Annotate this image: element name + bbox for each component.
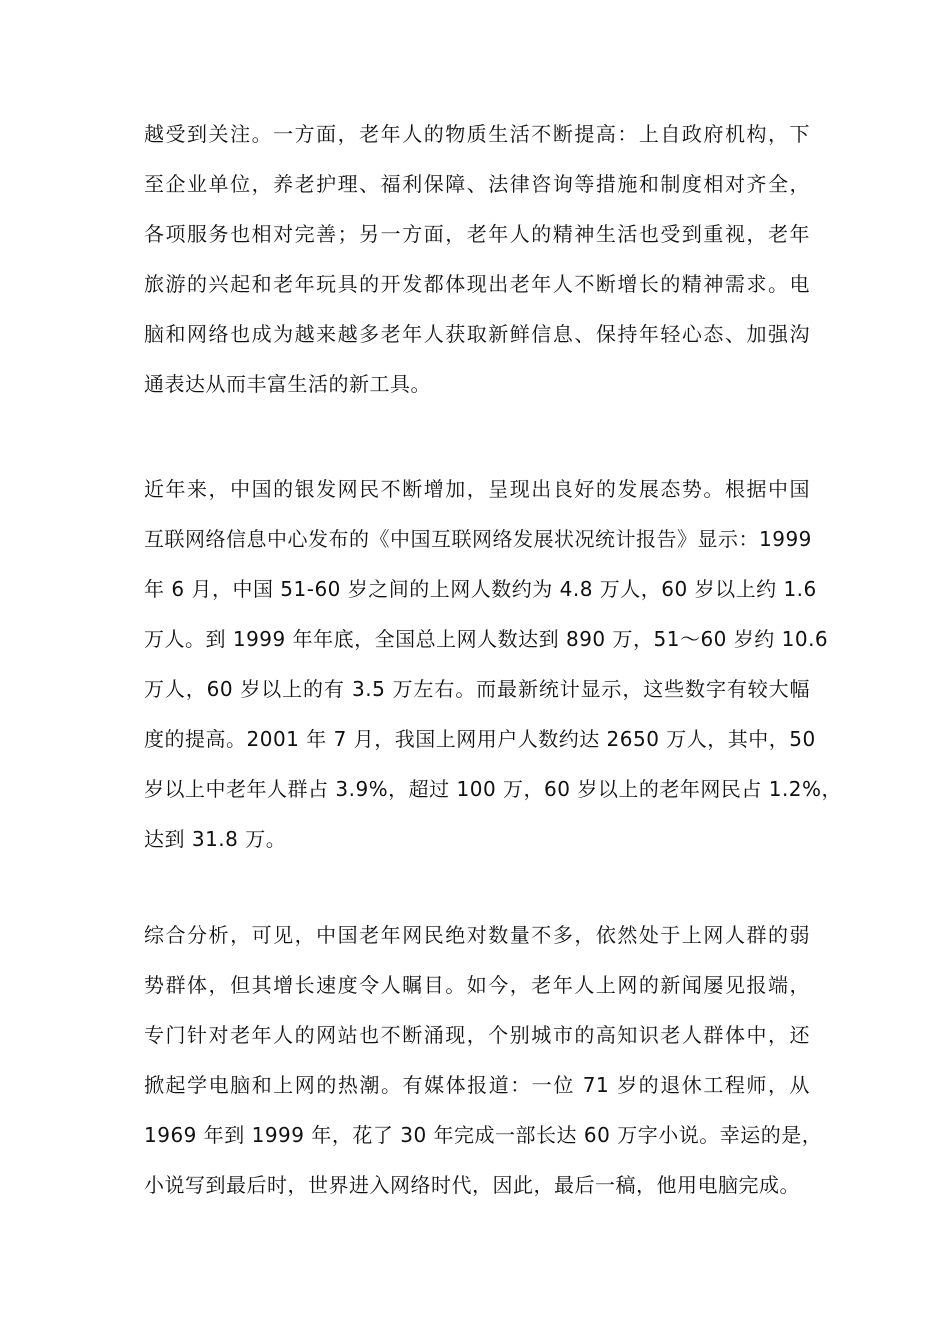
text-line: 1969 年到 1999 年，花了 30 年完成一部长达 60 万字小说。幸运的是， — [144, 1123, 823, 1147]
text-line: 越受到关注。一方面，老年人的物质生活不断提高：上自政府机构，下 — [144, 122, 810, 146]
text-line: 小说写到最后时，世界进入网络时代，因此，最后一稿，他用电脑完成。 — [144, 1173, 800, 1197]
text-line: 年 6 月，中国 51-60 岁之间的上网人数约为 4.8 万人，60 岁以上约 1.6 — [144, 577, 817, 601]
text-line: 互联网络信息中心发布的《中国互联网络发展状况统计报告》显示：1999 — [144, 527, 812, 551]
text-line: 势群体，但其增长速度令人瞩目。如今，老年人上网的新闻屡见报端， — [144, 973, 810, 997]
text-line: 万人，60 岁以上的有 3.5 万左右。而最新统计显示，这些数字有较大幅 — [144, 677, 810, 701]
paragraph-1 — [144, 109, 810, 409]
text-line: 达到 31.8 万。 — [144, 827, 287, 851]
text-line: 岁以上中老年人群占 3.9%，超过 100 万，60 岁以上的老年网民占 1.2%， — [144, 777, 843, 801]
text-line: 通表达从而丰富生活的新工具。 — [144, 372, 431, 396]
text-line: 综合分析，可见，中国老年网民绝对数量不多，依然处于上网人群的弱 — [144, 923, 810, 947]
text-line: 专门针对老年人的网站也不断涌现，个别城市的高知识老人群体中，还 — [144, 1023, 810, 1047]
text-line: 掀起学电脑和上网的热潮。有媒体报道：一位 71 岁的退休工程师，从 — [144, 1073, 810, 1097]
paragraph-2 — [144, 464, 843, 864]
text-line: 至企业单位，养老护理、福利保障、法律咨询等措施和制度相对齐全， — [144, 172, 810, 196]
text-line: 度的提高。2001 年 7 月，我国上网用户人数约达 2650 万人，其中，50 — [144, 727, 816, 751]
text-line: 脑和网络也成为越来越多老年人获取新鲜信息、保持年轻心态、加强沟 — [144, 322, 810, 346]
text-line: 各项服务也相对完善；另一方面，老年人的精神生活也受到重视，老年 — [144, 222, 810, 246]
text-line: 万人。到 1999 年年底，全国总上网人数达到 890 万，51～60 岁约 10.6 — [144, 627, 829, 651]
text-line: 旅游的兴起和老年玩具的开发都体现出老年人不断增长的精神需求。电 — [144, 272, 810, 296]
text-line: 近年来，中国的银发网民不断增加，呈现出良好的发展态势。根据中国 — [144, 477, 810, 501]
paragraph-3 — [144, 910, 823, 1210]
